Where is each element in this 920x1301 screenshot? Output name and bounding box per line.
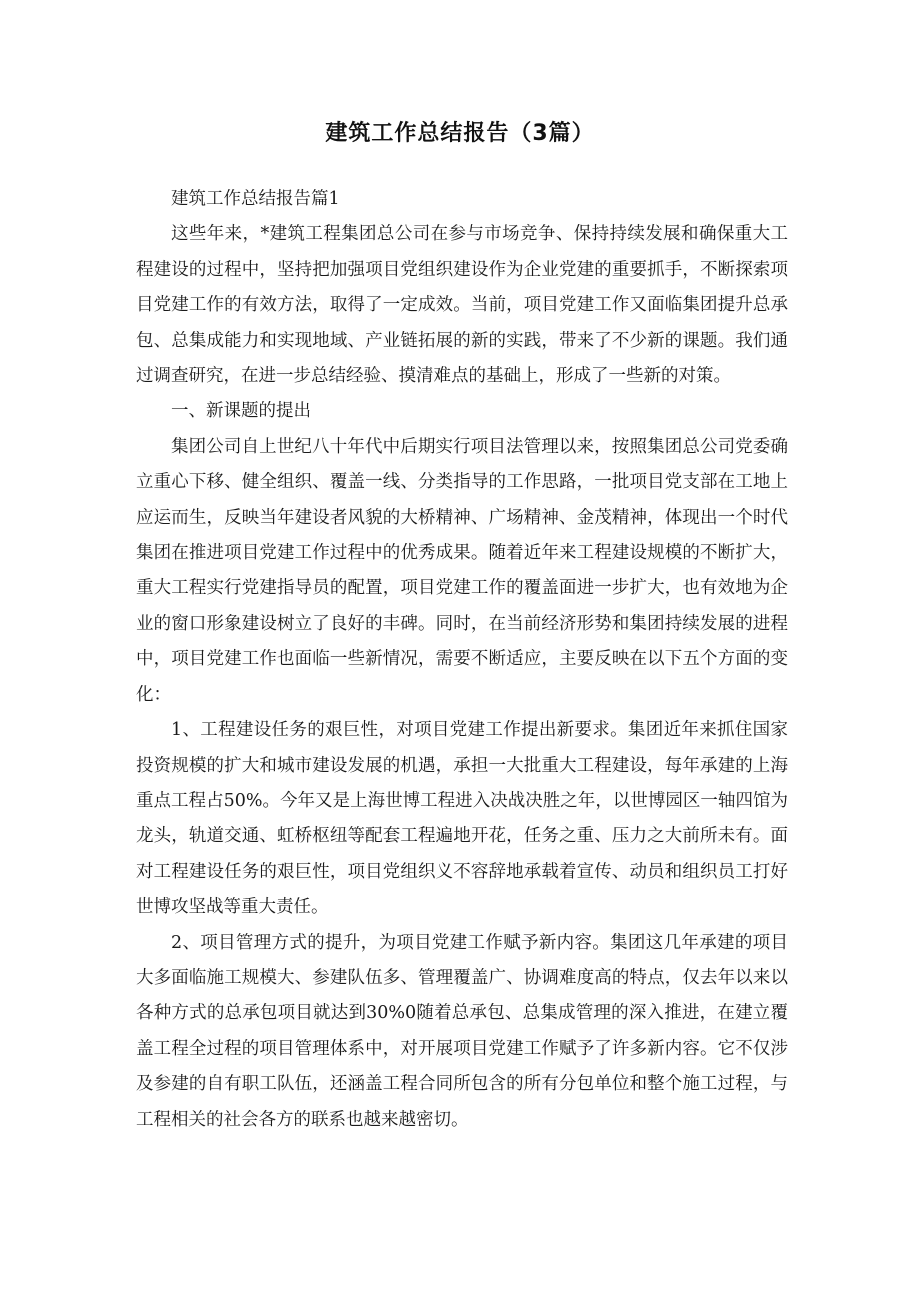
subsection-heading: 一、新课题的提出 xyxy=(171,401,311,422)
body-paragraph: 集团公司自上世纪八十年代中后期实行项目法管理以来，按照集团总公司党委确立重心下移、健全组织、覆盖一线、分类指导的工作思路，一批项目党支部在工地上应运而生，反映当年建设者风貌的大桥精神、广场精神、金茂精神，体现出一个时代集团在推进项目党建工作过程中的优秀成果。随着近年来工程建设规模的不断扩大，重大工程实行党建指导员的配置，项目党建工作的覆盖面进一步扩大，也有效地为企业的窗口形象建设树立了良好的丰碑。同时，在当前经济形势和集团持续发展的进程中，项目党建工作也面临一些新情况，需要不断适应，主要反映在以下五个方面的变化： xyxy=(136,436,788,705)
section-heading: 建筑工作总结报告篇1 xyxy=(171,189,340,209)
body-paragraph: 1、工程建设任务的艰巨性，对项目党建工作提出新要求。集团近年来抓住国家投资规模的扩大和城市建设发展的机遇，承担一大批重大工程建设，每年承建的上海重点工程占50%。今年又是上海世博工程进入决战决胜之年，以世博园区一轴四馆为龙头，轨道交通、虹桥枢纽等配套工程遍地开花，任务之重、压力之大前所未有。面对工程建设任务的艰巨性，项目党组织义不容辞地承载着宣传、动员和组织员工打好世博攻坚战等重大责任。 xyxy=(136,720,788,918)
body-paragraph: 这些年来，*建筑工程集团总公司在参与市场竞争、保持持续发展和确保重大工程建设的过程中，坚持把加强项目党组织建设作为企业党建的重要抓手，不断探索项目党建工作的有效方法，取得了一定成效。当前，项目党建工作又面临集团提升总承包、总集成能力和实现地域、产业链拓展的新的实践，带来了不少新的课题。我们通过调查研究，在进一步总结经验、摸清难点的基础上，形成了一些新的对策。 xyxy=(136,224,788,387)
document-title: 建筑工作总结报告（3篇） xyxy=(325,121,595,146)
document-body xyxy=(136,182,788,1138)
body-paragraph: 2、项目管理方式的提升，为项目党建工作赋予新内容。集团这几年承建的项目大多面临施工规模大、参建队伍多、管理覆盖广、协调难度高的特点，仅去年以来以各种方式的总承包项目就达到30%0随着总承包、总集成管理的深入推进，在建立覆盖工程全过程的项目管理体系中，对开展项目党建工作赋予了许多新内容。它不仅涉及参建的自有职工队伍，还涵盖工程合同所包含的所有分包单位和整个施工过程，与工程相关的社会各方的联系也越来越密切。 xyxy=(136,932,788,1130)
